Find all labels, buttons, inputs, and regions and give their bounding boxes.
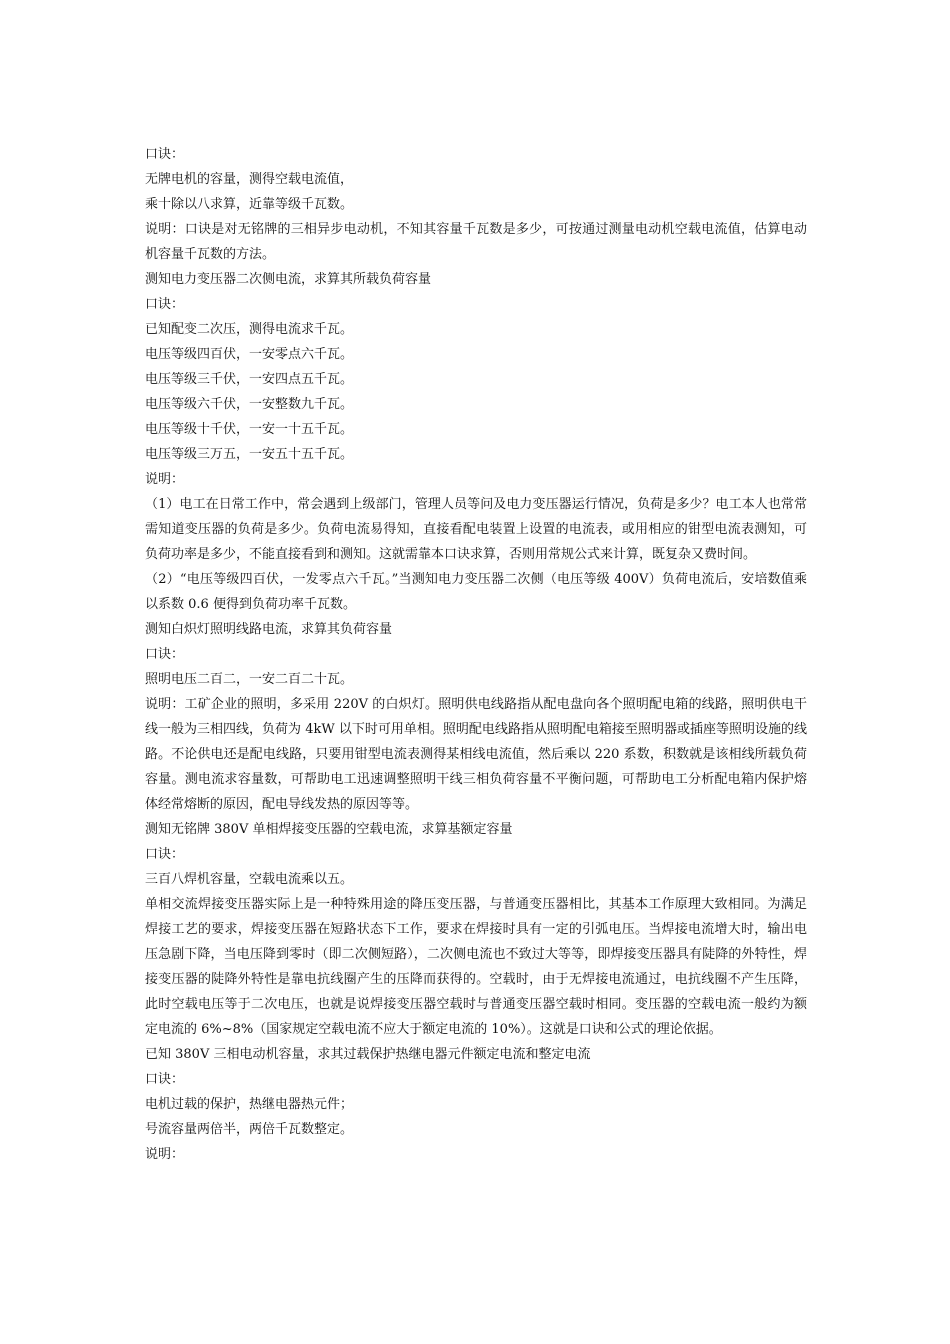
paragraph: 电压等级三万五，一安五十五千瓦。 <box>145 447 354 462</box>
paragraph: 电压等级六千伏，一安整数九千瓦。 <box>145 397 354 412</box>
section-heading: 测知无铭牌 380V 单相焊接变压器的空载电流，求算基额定容量 <box>145 822 513 837</box>
paragraph: 口诀： <box>145 297 185 312</box>
section-heading: 测知白炽灯照明线路电流，求算其负荷容量 <box>145 622 393 637</box>
paragraph: 口诀： <box>145 147 185 162</box>
paragraph: 口诀： <box>145 647 185 662</box>
section-heading: 测知电力变压器二次侧电流，求算其所载负荷容量 <box>145 272 432 287</box>
paragraph: 三百八焊机容量，空载电流乘以五。 <box>145 872 354 887</box>
paragraph: 口诀： <box>145 847 185 862</box>
paragraph: 号流容量两倍半，两倍千瓦数整定。 <box>145 1122 354 1137</box>
paragraph: 电压等级十千伏，一安一十五千瓦。 <box>145 422 354 437</box>
paragraph: 说明： <box>145 1147 185 1162</box>
paragraph: 电压等级四百伏，一安零点六千瓦。 <box>145 347 354 362</box>
paragraph: 电压等级三千伏，一安四点五千瓦。 <box>145 372 354 387</box>
paragraph: 说明： <box>145 472 185 487</box>
paragraph: 单相交流焊接变压器实际上是一种特殊用途的降压变压器，与普通变压器相比，其基本工作原理大致相同。为满足焊接工艺的要求，焊接变压器在短路状态下工作，要求在焊接时具有一定的引弧电压。当焊接电流增大时，输出电压急剧下降，当电压降到零时（即二次侧短路），二次侧电流也不致过大等等，即焊接变压器具有陡降的外特性，焊接变压器的陡降外特性是靠电抗线圈产生的压降而获得的。空载时，由于无焊接电流通过，电抗线圈不产生压降，此时空载电压等于二次电压，也就是说焊接变压器空载时与普通变压器空载时相同。变压器的空载电流一般约为额定电流的 6%~8%（国家规定空载电流不应大于额定电流的 10%）。这就是口诀和公式的理论依据。 <box>145 897 807 1037</box>
paragraph: 电机过载的保护，热继电器热元件； <box>145 1097 354 1112</box>
paragraph: （2）“电压等级四百伏，一发零点六千瓦。”当测知电力变压器二次侧（电压等级 400V）负荷电流后，安培数值乘以系数 0.6 便得到负荷功率千瓦数。 <box>145 572 807 612</box>
document-page <box>145 142 807 1167</box>
paragraph: 说明：口诀是对无铭牌的三相异步电动机，不知其容量千瓦数是多少，可按通过测量电动机空载电流值，估算电动机容量千瓦数的方法。 <box>145 222 807 262</box>
paragraph: （1）电工在日常工作中，常会遇到上级部门，管理人员等问及电力变压器运行情况，负荷是多少？电工本人也常常需知道变压器的负荷是多少。负荷电流易得知，直接看配电装置上设置的电流表，或用相应的钳型电流表测知，可负荷功率是多少，不能直接看到和测知。这就需靠本口诀求算，否则用常规公式来计算，既复杂又费时间。 <box>145 497 807 562</box>
paragraph: 口诀： <box>145 1072 185 1087</box>
paragraph: 无牌电机的容量，测得空载电流值， <box>145 172 354 187</box>
paragraph: 说明：工矿企业的照明，多采用 220V 的白炽灯。照明供电线路指从配电盘向各个照明配电箱的线路，照明供电干线一般为三相四线，负荷为 4kW 以下时可用单相。照明配电线路指从照明配电箱接至照明器或插座等照明设施的线路。不论供电还是配电线路，只要用钳型电流表测得某相线电流值，然后乘以 220 系数，积数就是该相线所载负荷容量。测电流求容量数，可帮助电工迅速调整照明干线三相负荷容量不平衡问题，可帮助电工分析配电箱内保护熔体经常熔断的原因，配电导线发热的原因等等。 <box>145 697 807 812</box>
paragraph: 乘十除以八求算，近靠等级千瓦数。 <box>145 197 354 212</box>
paragraph: 照明电压二百二，一安二百二十瓦。 <box>145 672 354 687</box>
section-heading: 已知 380V 三相电动机容量，求其过载保护热继电器元件额定电流和整定电流 <box>145 1047 591 1062</box>
paragraph: 已知配变二次压，测得电流求千瓦。 <box>145 322 354 337</box>
